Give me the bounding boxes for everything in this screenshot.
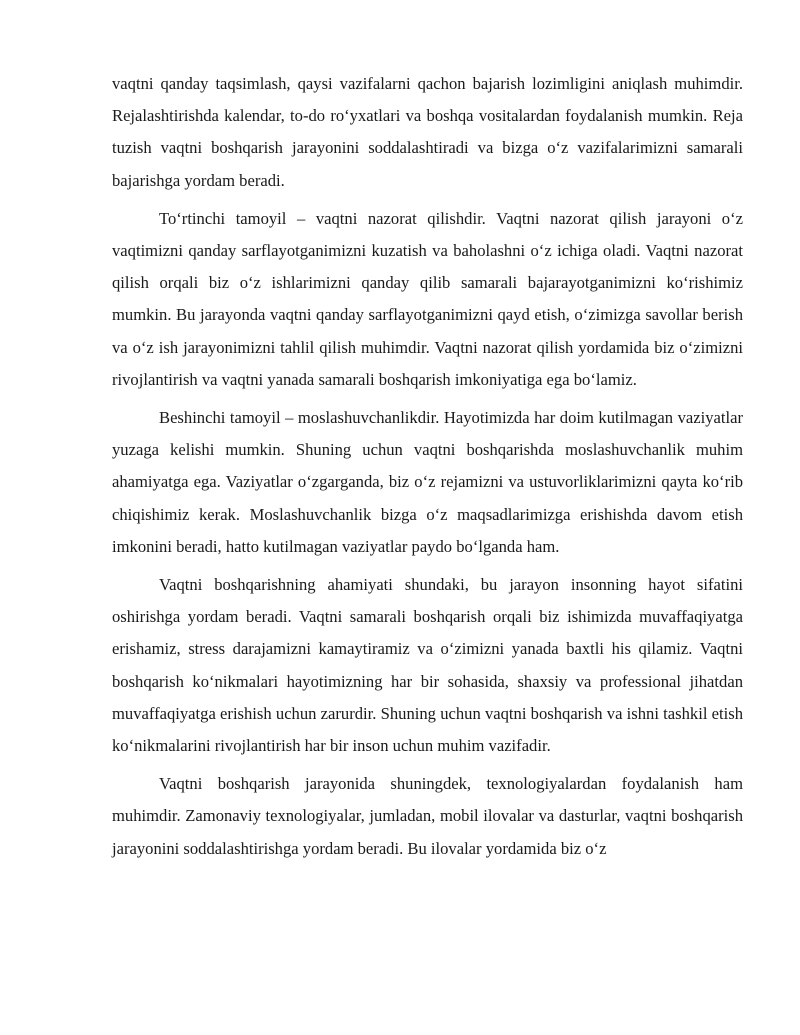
paragraph-fourth-principle: To‘rtinchi tamoyil – vaqtni nazorat qilishdir. Vaqtni nazorat qilish jarayoni o‘z vaqtimizni qanday sarflayotganimizni kuzatish va baholashni o‘z ichiga oladi. Vaqtni nazorat qilish orqali biz o‘z ishlarimizni qanday qilib samarali bajarayotganimizni ko‘rishimiz mumkin. Bu jarayonda vaqtni qanday sarflayotganimizni qayd etish, o‘zimizga savollar berish va o‘z ish jarayonimizni tahlil qilish muhimdir. Vaqtni nazorat qilish yordamida biz o‘zimizni rivojlantirish va vaqtni yanada samarali boshqarish imkoniyatiga ega bo‘lamiz.: [112, 208, 743, 389]
paragraph-fifth-principle: Beshinchi tamoyil – moslashuvchanlikdir. Hayotimizda har doim kutilmagan vaziyatlar yuzaga kelishi mumkin. Shuning uchun vaqtni boshqarishda moslashuvchanlik muhim ahamiyatga ega. Vaziyatlar o‘zgarganda, biz o‘z rejamizni va ustuvorliklarimizni qayta ko‘rib chiqishimiz kerak. Moslashuvchanlik bizga o‘z maqsadlarimizga erishishda davom etish imkonini beradi, hatto kutilmagan vaziyatlar paydo bo‘lganda ham.: [112, 408, 743, 556]
paragraph-technology: Vaqtni boshqarish jarayonida shuningdek, texnologiyalardan foydalanish ham muhimdir. Zamonaviy texnologiyalar, jumladan, mobil ilovalar va dasturlar, vaqtni boshqarish jarayonini soddalashtirishga yordam beradi. Bu ilovalar yordamida biz o‘z: [112, 774, 743, 858]
document-page: [112, 68, 743, 871]
paragraph-continuation: vaqtni qanday taqsimlash, qaysi vazifalarni qachon bajarish lozimligini aniqlash muhimdir. Rejalashtirishda kalendar, to-do ro‘yxatlari va boshqa vositalardan foydalanish mumkin. Reja tuzish vaqtni boshqarish jarayonini soddalashtiradi va bizga o‘z vazifalarimizni samarali bajarishga yordam beradi.: [112, 74, 743, 190]
paragraph-importance: Vaqtni boshqarishning ahamiyati shundaki, bu jarayon insonning hayot sifatini oshirishga yordam beradi. Vaqtni samarali boshqarish orqali biz ishimizda muvaffaqiyatga erishamiz, stress darajamizni kamaytiramiz va o‘zimizni yanada baxtli his qilamiz. Vaqtni boshqarish ko‘nikmalari hayotimizning har bir sohasida, shaxsiy va professional jihatdan muvaffaqiyatga erishish uchun zarurdir. Shuning uchun vaqtni boshqarish va ishni tashkil etish ko‘nikmalarini rivojlantirish har bir inson uchun muhim vazifadir.: [112, 575, 743, 756]
